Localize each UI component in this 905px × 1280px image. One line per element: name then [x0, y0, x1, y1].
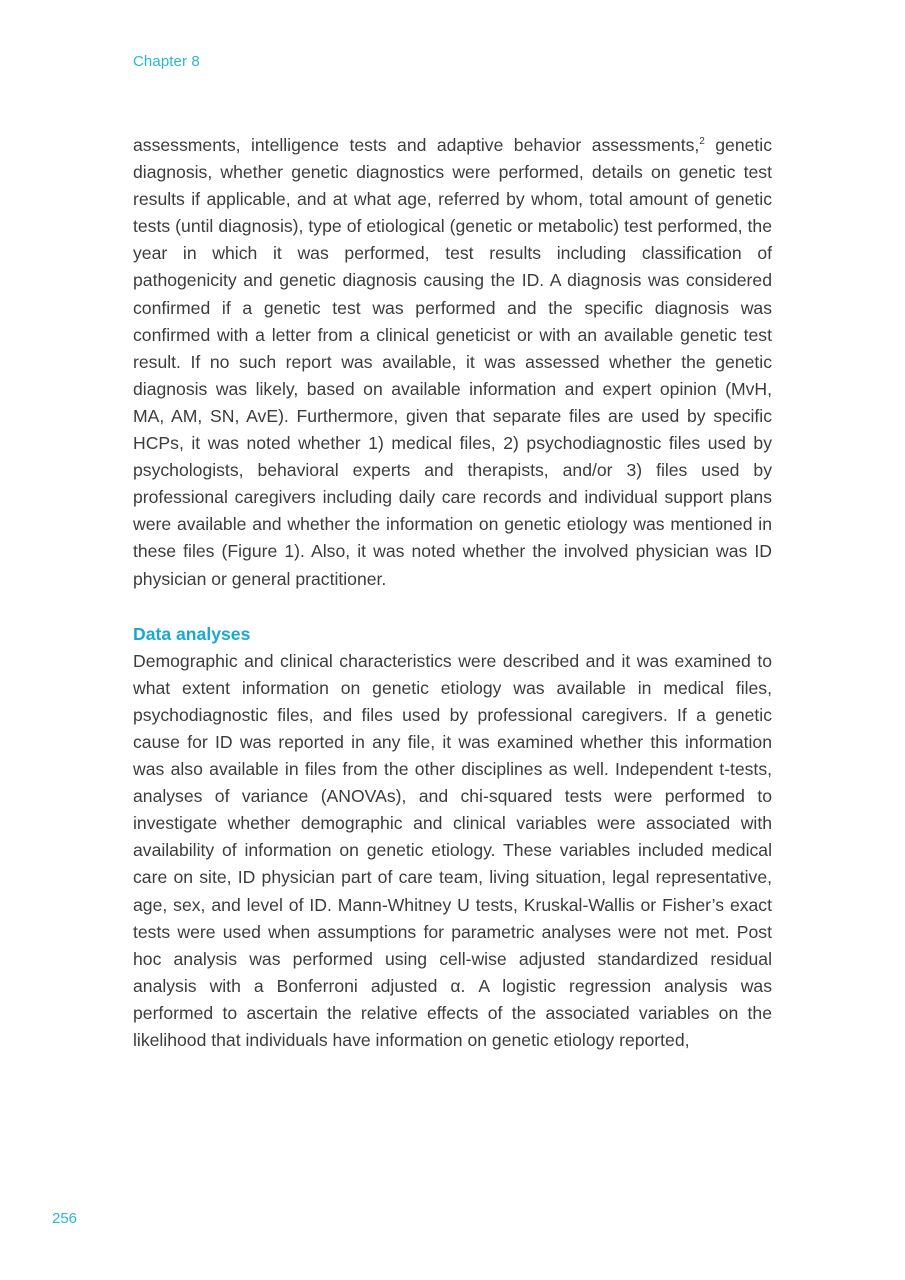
- running-header-chapter: Chapter 8: [133, 53, 200, 70]
- section-heading-data-analyses: Data analyses: [133, 623, 251, 644]
- body-paragraph-1: [133, 132, 772, 593]
- page-number: 256: [52, 1210, 78, 1227]
- paragraph-1-rest: genetic diagnosis, whether genetic diagnostics were performed, details on genetic test results if applicable, and at what age, referred by whom, total amount of genetic tests (until diagnosis), type of etiological (genetic or metabolic) test performed, the year in which it was performed, test results including classification of pathogenicity and genetic diagnosis causing the ID. A diagnosis was considered confirmed if a genetic test was performed and the specific diagnosis was confirmed with a letter from a clinical geneticist or with an available genetic test result. If no such report was available, it was assessed whether the genetic diagnosis was likely, based on available information and expert opinion (MvH, MA, AM, SN, AvE). Furthermore, given that separate files are used by specific HCPs, it was noted whether 1) medical files, 2) psychodiagnostic files used by psychologists, behavioral experts and therapists, and/or 3) files used by professional caregivers including daily care records and individual support plans were available and whether the information on genetic etiology was mentioned in these files (Figure 1). Also, it was noted whether the involved physician was ID physician or general practitioner.: [133, 135, 772, 589]
- paragraph-1-start: assessments, intelligence tests and adaptive behavior assessments,: [133, 135, 700, 155]
- body-paragraph-2: Demographic and clinical characteristics were described and it was examined to what extent information on genetic etiology was available in medical files, psychodiagnostic files, and files used by professional caregivers. If a genetic cause for ID was reported in any file, it was examined whether this information was also available in files from the other disciplines as well. Independent t-tests, analyses of variance (ANOVAs), and chi-squared tests were performed to investigate whether demographic and clinical variables were associated with availability of information on genetic etiology. These variables included medical care on site, ID physician part of care team, living situation, legal representative, age, sex, and level of ID. Mann-Whitney U tests, Kruskal-Wallis or Fisher’s exact tests were used when assumptions for parametric analyses were not met. Post hoc analysis was performed using cell-wise adjusted standardized residual analysis with a Bonferroni adjusted α. A logistic regression analysis was performed to ascertain the relative effects of the associated variables on the likelihood that individuals have information on genetic etiology reported,: [133, 650, 772, 1050]
- reference-superscript: 2: [699, 136, 705, 147]
- page-body: [133, 132, 772, 1054]
